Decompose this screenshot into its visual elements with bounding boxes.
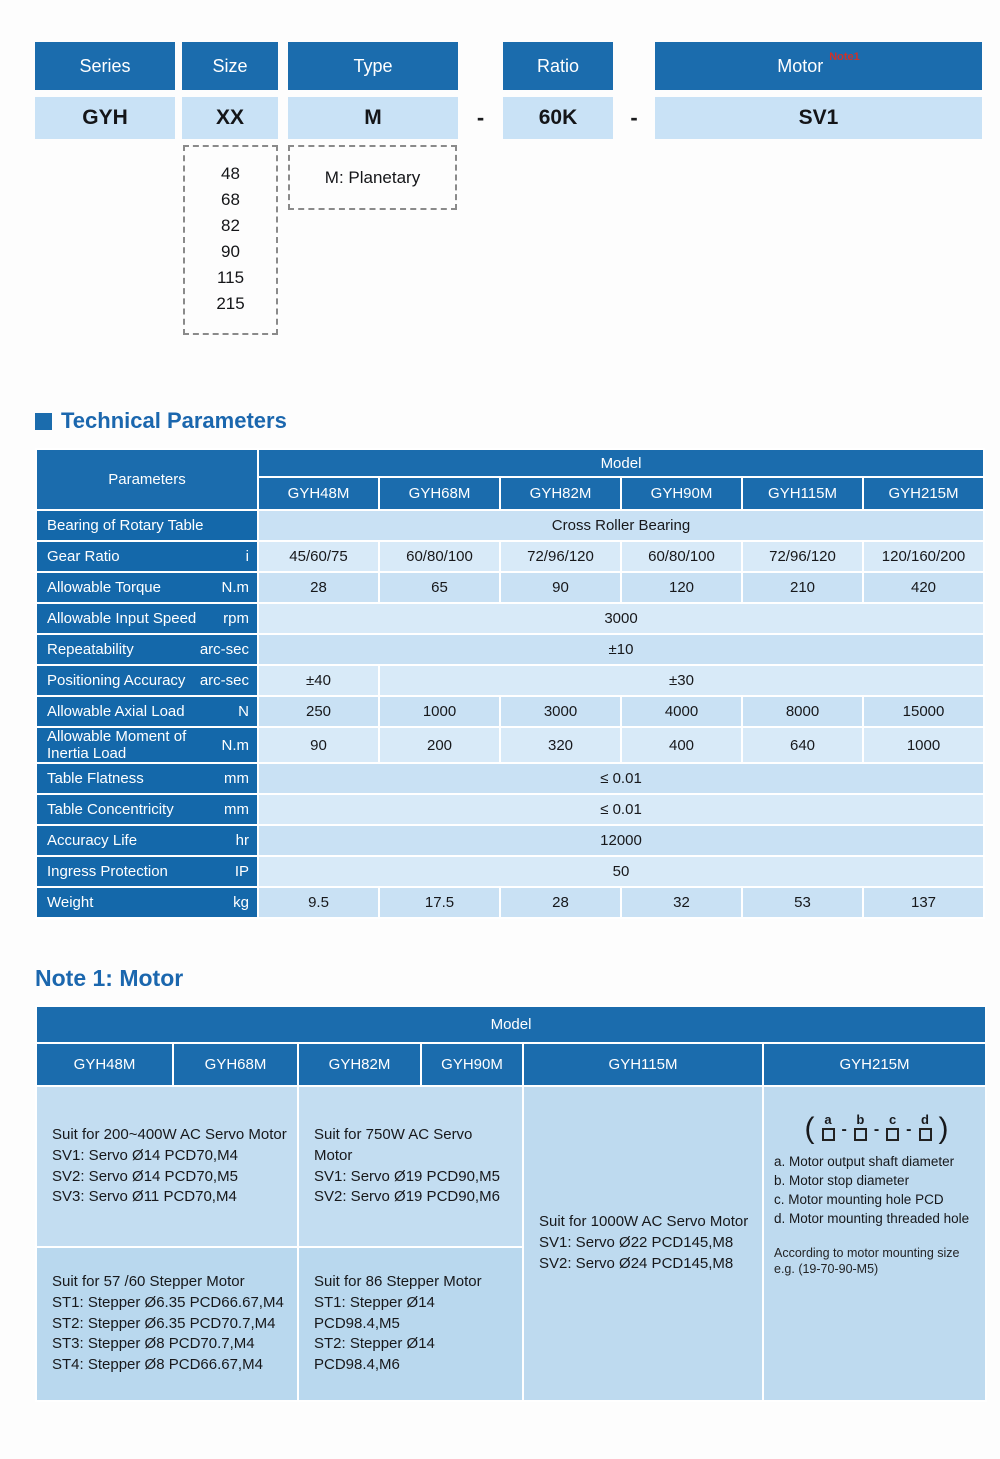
row-value: 32 bbox=[621, 887, 742, 918]
model-column-header: GYH48M bbox=[258, 477, 379, 510]
row-value: 65 bbox=[379, 572, 500, 603]
code-separator: - bbox=[630, 105, 638, 130]
row-value: ±30 bbox=[379, 665, 984, 696]
model-column-header: GYH48M bbox=[36, 1043, 173, 1086]
row-value: 120/160/200 bbox=[863, 541, 984, 572]
motor-note-badge: Note1 bbox=[829, 51, 860, 63]
parameters-column-header: Parameters bbox=[36, 449, 258, 510]
table-row bbox=[36, 696, 984, 727]
table-row bbox=[36, 634, 984, 665]
row-value: 8000 bbox=[742, 696, 863, 727]
row-label: Positioning Accuracy arc-sec bbox=[36, 665, 258, 696]
size-option: 115 bbox=[216, 268, 245, 287]
table-row bbox=[36, 794, 984, 825]
technical-parameters-table bbox=[35, 448, 985, 919]
row-value: 1000 bbox=[863, 727, 984, 763]
size-option: 48 bbox=[221, 164, 240, 183]
row-value: 90 bbox=[500, 572, 621, 603]
row-label: Repeatability arc-sec bbox=[36, 634, 258, 665]
ratio-value: 60K bbox=[503, 97, 613, 139]
row-value: 137 bbox=[863, 887, 984, 918]
row-value: ≤ 0.01 bbox=[258, 794, 984, 825]
mounting-size-cell-gyh215 bbox=[763, 1086, 986, 1401]
row-value: 200 bbox=[379, 727, 500, 763]
stepper-cell-gyh82-90: Suit for 86 Stepper Motor ST1: Stepper Ø14 PCD98.4,M5 ST2: Stepper Ø14 PCD98.4,M6 bbox=[298, 1247, 523, 1401]
row-label: Allowable Input Speed rpm bbox=[36, 603, 258, 634]
table-row bbox=[36, 856, 984, 887]
mounting-size-legend: a. Motor output shaft diameter b. Motor stop diameter c. Motor mounting hole PCD d. Motor mounting threaded hole bbox=[774, 1154, 970, 1226]
table-row bbox=[36, 572, 984, 603]
row-value: 28 bbox=[500, 887, 621, 918]
row-value: 3000 bbox=[500, 696, 621, 727]
ratio-header: Ratio bbox=[503, 42, 613, 90]
motor-value: SV1 bbox=[655, 97, 982, 139]
row-value: Cross Roller Bearing bbox=[258, 510, 984, 541]
row-value: 90 bbox=[258, 727, 379, 763]
row-value: 4000 bbox=[621, 696, 742, 727]
row-label: Allowable Axial Load N bbox=[36, 696, 258, 727]
motor-table bbox=[35, 1005, 987, 1402]
row-label: Gear Ratio i bbox=[36, 541, 258, 572]
model-column-header: GYH90M bbox=[621, 477, 742, 510]
series-value: GYH bbox=[35, 97, 175, 139]
row-label: Table Flatness mm bbox=[36, 763, 258, 794]
row-value: 9.5 bbox=[258, 887, 379, 918]
row-value: ±40 bbox=[258, 665, 379, 696]
table-row bbox=[36, 887, 984, 918]
model-column-header: GYH68M bbox=[379, 477, 500, 510]
size-option: 82 bbox=[221, 216, 240, 235]
pcd-box-icon bbox=[886, 1128, 899, 1141]
row-value: 320 bbox=[500, 727, 621, 763]
model-column-header: GYH82M bbox=[298, 1043, 421, 1086]
motor-header bbox=[655, 42, 982, 90]
type-note-box: M: Planetary bbox=[288, 145, 457, 210]
table-row bbox=[36, 763, 984, 794]
threaded-hole-box-icon bbox=[919, 1128, 932, 1141]
type-value: M bbox=[288, 97, 458, 139]
row-value: 53 bbox=[742, 887, 863, 918]
row-value: 640 bbox=[742, 727, 863, 763]
square-bullet-icon bbox=[35, 413, 52, 430]
size-option: 90 bbox=[221, 242, 240, 261]
table-row bbox=[36, 541, 984, 572]
table-row bbox=[36, 825, 984, 856]
row-value: 72/96/120 bbox=[500, 541, 621, 572]
size-option: 68 bbox=[221, 190, 240, 209]
table-row bbox=[36, 665, 984, 696]
servo-cell-gyh48-68: Suit for 200~400W AC Servo Motor SV1: Servo Ø14 PCD70,M4 SV2: Servo Ø14 PCD70,M5 SV3: Servo Ø11 PCD70,M4 bbox=[36, 1086, 298, 1247]
row-value: 400 bbox=[621, 727, 742, 763]
table-row bbox=[36, 603, 984, 634]
row-label: Ingress Protection IP bbox=[36, 856, 258, 887]
table-row bbox=[36, 727, 984, 763]
row-value: 17.5 bbox=[379, 887, 500, 918]
row-label: Accuracy Life hr bbox=[36, 825, 258, 856]
row-value: 1000 bbox=[379, 696, 500, 727]
row-value: 45/60/75 bbox=[258, 541, 379, 572]
row-value: ±10 bbox=[258, 634, 984, 665]
type-header: Type bbox=[288, 42, 458, 90]
row-value: 12000 bbox=[258, 825, 984, 856]
model-column-header: GYH115M bbox=[742, 477, 863, 510]
series-header: Series bbox=[35, 42, 175, 90]
model-column-header: GYH215M bbox=[763, 1043, 986, 1086]
stepper-cell-gyh48-68: Suit for 57 /60 Stepper Motor ST1: Stepper Ø6.35 PCD66.67,M4 ST2: Stepper Ø6.35 PCD70.7,M4 ST3: Stepper Ø8 PCD70.7,M4 ST4: Stepper Ø8 PCD66.67,M4 bbox=[36, 1247, 298, 1401]
note1-heading bbox=[35, 965, 1000, 992]
code-separator: - bbox=[476, 105, 485, 130]
model-group-header: Model bbox=[258, 449, 984, 477]
row-value: 72/96/120 bbox=[742, 541, 863, 572]
table-row bbox=[36, 510, 984, 541]
servo-cell-gyh82-90: Suit for 750W AC Servo Motor SV1: Servo Ø19 PCD90,M5 SV2: Servo Ø19 PCD90,M6 bbox=[298, 1086, 523, 1247]
row-value: 60/80/100 bbox=[379, 541, 500, 572]
technical-parameters-heading bbox=[35, 408, 1000, 434]
row-label: Weight kg bbox=[36, 887, 258, 918]
row-value: 28 bbox=[258, 572, 379, 603]
model-column-header: GYH115M bbox=[523, 1043, 763, 1086]
model-column-header: GYH68M bbox=[173, 1043, 298, 1086]
size-options-box bbox=[183, 145, 278, 335]
mounting-size-formula: ( a - b - c - d ) bbox=[804, 1111, 949, 1145]
row-value: 210 bbox=[742, 572, 863, 603]
row-value: 60/80/100 bbox=[621, 541, 742, 572]
row-value: 15000 bbox=[863, 696, 984, 727]
row-label: Allowable Moment of Inertia Load N.m bbox=[36, 727, 258, 763]
row-value: 50 bbox=[258, 856, 984, 887]
shaft-diameter-box-icon bbox=[822, 1128, 835, 1141]
model-code-section bbox=[0, 0, 1000, 400]
row-value: 250 bbox=[258, 696, 379, 727]
row-value: 3000 bbox=[258, 603, 984, 634]
row-value: ≤ 0.01 bbox=[258, 763, 984, 794]
servo-cell-gyh115: Suit for 1000W AC Servo Motor SV1: Servo Ø22 PCD145,M8 SV2: Servo Ø24 PCD145,M8 bbox=[523, 1086, 763, 1401]
note1-title: Note 1: Motor bbox=[35, 965, 184, 991]
stop-diameter-box-icon bbox=[854, 1128, 867, 1141]
model-column-header: GYH82M bbox=[500, 477, 621, 510]
row-value: 120 bbox=[621, 572, 742, 603]
size-option: 215 bbox=[216, 294, 245, 313]
technical-parameters-title: Technical Parameters bbox=[61, 408, 287, 433]
size-header: Size bbox=[182, 42, 278, 90]
size-value: XX bbox=[182, 97, 278, 139]
row-value: 420 bbox=[863, 572, 984, 603]
model-column-header: GYH90M bbox=[421, 1043, 523, 1086]
model-column-header: GYH215M bbox=[863, 477, 984, 510]
row-label: Table Concentricity mm bbox=[36, 794, 258, 825]
row-label: Allowable Torque N.m bbox=[36, 572, 258, 603]
model-group-header: Model bbox=[36, 1006, 986, 1043]
table-row bbox=[36, 1086, 986, 1247]
motor-header-label: Motor bbox=[777, 55, 824, 76]
mounting-size-footer: According to motor mounting size e.g. (19-70-90-M5) bbox=[774, 1245, 960, 1277]
row-label: Bearing of Rotary Table bbox=[36, 510, 258, 541]
